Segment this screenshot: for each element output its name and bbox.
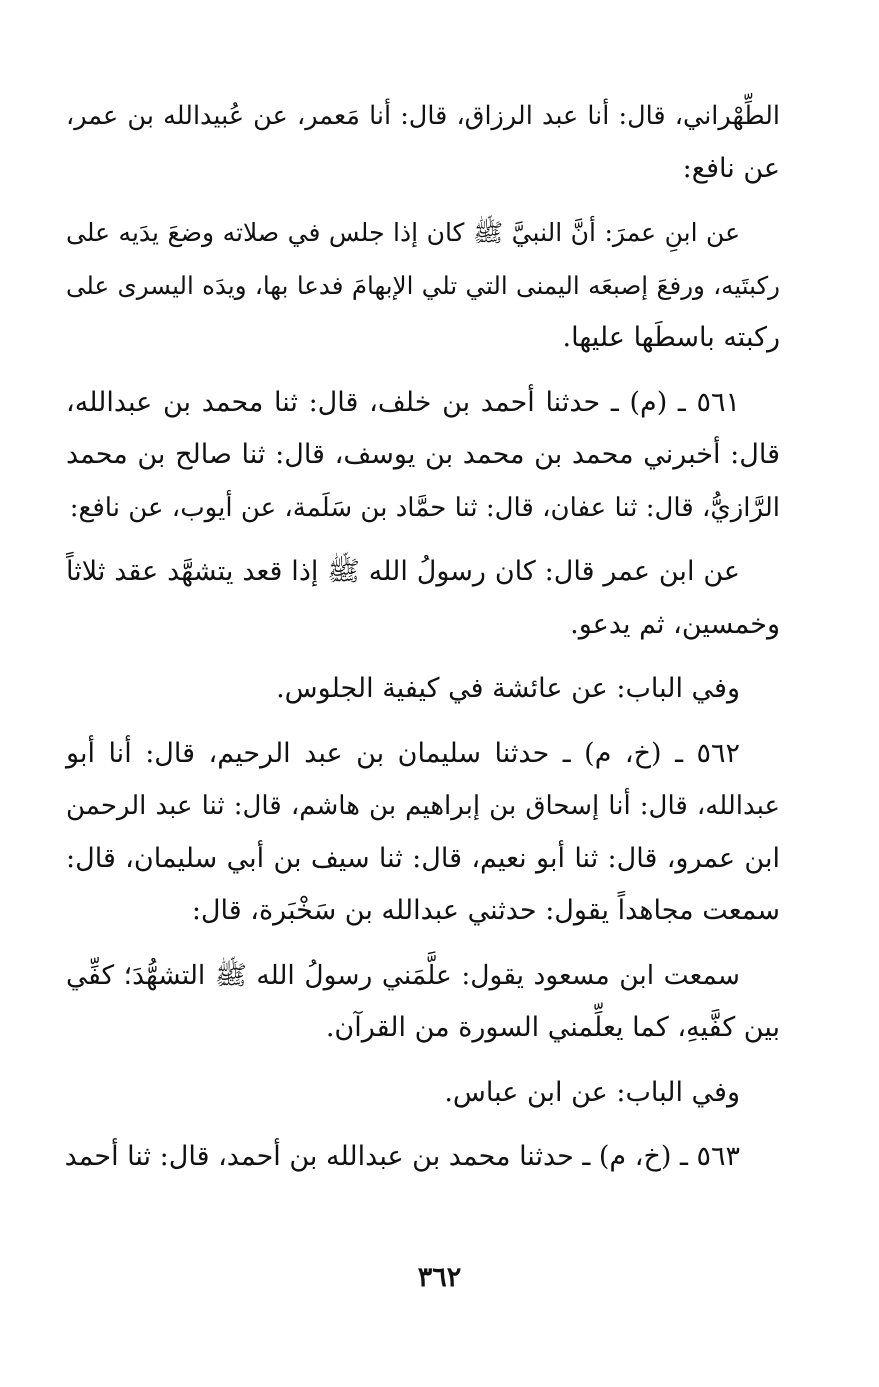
text-line: سمعت مجاهداً يقول: حدثني عبدالله بن سَخْبَرة، قال: [191, 895, 780, 926]
text-line: عبدالله، قال: أنا إسحاق بن إبراهيم بن هاشم، قال: ثنا عبد الرحمن [66, 791, 780, 821]
text-line: الطِّهْراني، قال: أنا عبد الرزاق، قال: أنا مَعمر، عن عُبيدالله بن عمر، [66, 101, 780, 131]
paragraph [66, 728, 780, 938]
text-line: ابن عمرو، قال: ثنا أبو نعيم، قال: ثنا سيف بن أبي سليمان، قال: [66, 842, 780, 874]
text-line: ركبته باسطَها عليها. [562, 322, 780, 353]
paragraph [66, 377, 780, 535]
text-line: عن ابنِ عمرَ: أنَّ النبيَّ ﷺ كان إذا جلس في صلاته وضعَ يدَيه على [66, 218, 740, 247]
text-line: ركبتَيه، ورفعَ إصبعَه اليمنى التي تلي الإبهامَ فدعا بها، ويدَه اليسرى على [66, 270, 780, 300]
paragraph [66, 1131, 780, 1184]
text-line: عن ابن عمر قال: كان رسولُ الله ﷺ إذا قعد يتشهَّد عقد ثلاثاً [66, 556, 740, 587]
page-body [66, 90, 780, 1196]
text-line: سمعت ابن مسعود يقول: علَّمَني رسولُ الله ﷺ التشهُّدَ؛ كفِّي [66, 959, 740, 991]
text-line: قال: أخبرني محمد بن محمد بن يوسف، قال: ثنا صالح بن محمد [66, 439, 780, 470]
text-line: وخمسين، ثم يدعو. [570, 608, 780, 640]
text-line: ٥٦٣ ـ (خ، م) ـ حدثنا محمد بن عبدالله بن أحمد، قال: ثنا أحمد [64, 1141, 740, 1172]
text-line: ٥٦١ ـ (م) ـ حدثنا أحمد بن خلف، قال: ثنا محمد بن عبدالله، [66, 386, 740, 418]
paragraph [66, 1067, 780, 1120]
text-line: ٥٦٢ ـ (خ، م) ـ حدثنا سليمان بن عبد الرحيم، قال: أنا أبو [66, 737, 740, 769]
text-line: بين كفَّيهِ، كما يعلِّمني السورة من القرآن. [325, 1012, 780, 1043]
page-number: ٣٦٢ [417, 1262, 462, 1293]
paragraph [66, 950, 780, 1055]
text-line: وفي الباب: عن ابن عباس. [444, 1076, 740, 1108]
text-line: الرَّازيُّ، قال: ثنا عفان، قال: ثنا حمَّاد بن سَلَمة، عن أيوب، عن نافع: [69, 492, 780, 523]
paragraph [66, 90, 780, 195]
text-line: وفي الباب: عن عائشة في كيفية الجلوس. [276, 673, 740, 704]
paragraph [66, 663, 780, 716]
text-line: عن نافع: [682, 152, 780, 184]
paragraph [66, 207, 780, 365]
paragraph [66, 546, 780, 651]
